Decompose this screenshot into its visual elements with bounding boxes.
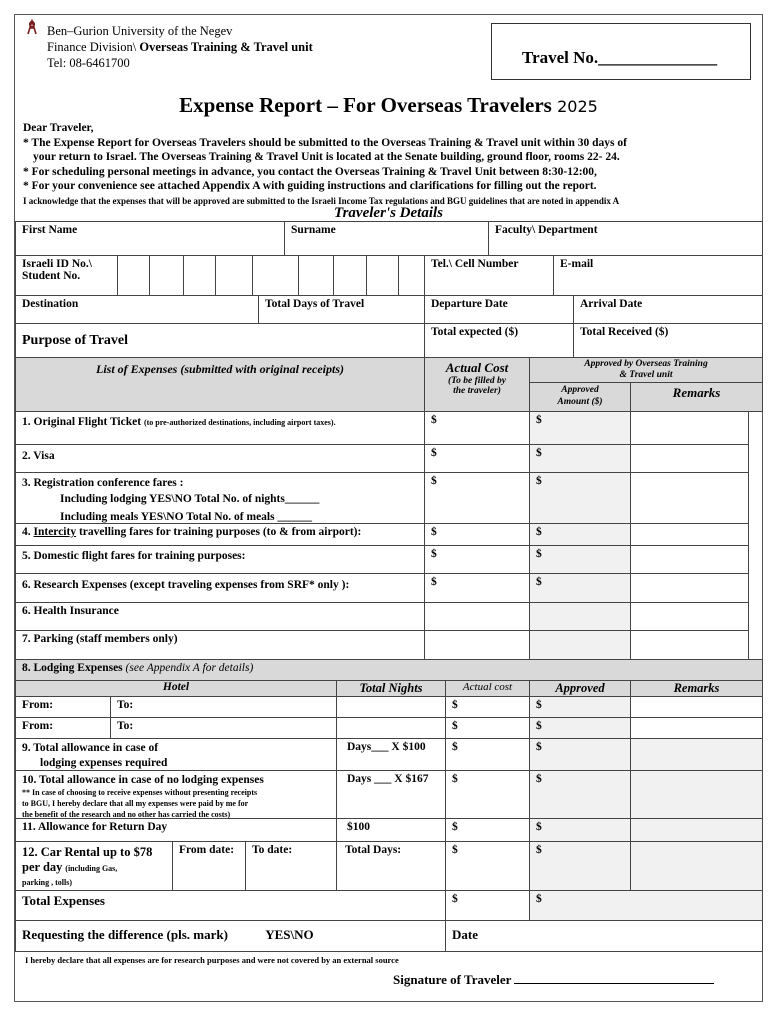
intercity-row xyxy=(15,523,425,546)
purpose-label: Purpose of Travel xyxy=(22,333,129,348)
hotel-title: Hotel xyxy=(162,681,190,693)
id-label-line1: Israeli ID No.\ xyxy=(22,258,92,270)
allowance-9-actual[interactable] xyxy=(445,738,530,771)
hotel-actual-2[interactable] xyxy=(445,717,530,739)
parking-remarks[interactable] xyxy=(630,630,749,660)
from-label: From: xyxy=(22,699,54,711)
allowance-9-days[interactable] xyxy=(336,738,446,771)
id-digit-divider xyxy=(183,255,184,296)
research-remarks[interactable] xyxy=(630,573,749,603)
total-approved[interactable] xyxy=(529,890,763,921)
currency-symbol: $ xyxy=(431,447,437,459)
actual-cost-title: Actual Cost xyxy=(445,360,509,375)
total-days-label: Total Days of Travel xyxy=(265,298,365,310)
currency-symbol: $ xyxy=(452,720,458,732)
hotel-to-1[interactable] xyxy=(110,696,337,718)
currency-symbol: $ xyxy=(536,821,542,833)
conference-meals: Including meals YES\NO Total No. of meals ______ xyxy=(60,511,312,523)
visa-remarks[interactable] xyxy=(630,444,749,473)
allowance-9-line-2: lodging expenses required xyxy=(40,757,168,769)
car-rental-note-2: parking , tolls) xyxy=(22,878,73,887)
total-actual[interactable] xyxy=(445,890,530,921)
id-digit-divider xyxy=(398,255,399,296)
health-label: 6. Health Insurance xyxy=(22,605,119,617)
conference-lodging: Including lodging YES\NO Total No. of nights______ xyxy=(60,493,320,505)
division-unit: Overseas Training & Travel unit xyxy=(139,40,313,54)
actual-cost-sub-title: Actual cost xyxy=(462,681,513,693)
travel-number-label: Travel No.______________ xyxy=(522,48,718,67)
flight-remarks[interactable] xyxy=(630,411,749,445)
flight-note: (to pre-authorized destinations, including airport taxes). xyxy=(143,418,336,427)
health-insurance-row xyxy=(15,602,425,631)
title-text: Expense Report – For Overseas Travelers xyxy=(179,93,552,117)
actual-cost-note-1: (To be filled by xyxy=(448,376,506,386)
currency-symbol: $ xyxy=(536,447,542,459)
return-day-amount xyxy=(336,818,446,842)
hotel-approved-1[interactable] xyxy=(529,696,631,718)
domestic-actual-cost[interactable] xyxy=(424,545,530,574)
car-approved[interactable] xyxy=(529,841,631,891)
arrival-date-field[interactable] xyxy=(573,295,763,324)
total-expected-label: Total expected ($) xyxy=(431,326,519,338)
remarks-title: Remarks xyxy=(672,385,721,400)
allowance-10-note-1: ** In case of choosing to receive expenses without presenting receipts xyxy=(22,788,258,797)
departure-date-field[interactable] xyxy=(424,295,574,324)
hotel-to-2[interactable] xyxy=(110,717,337,739)
currency-symbol: $ xyxy=(452,741,458,753)
allowance-10-approved[interactable] xyxy=(529,770,631,819)
research-row xyxy=(15,573,425,603)
hotel-actual-1[interactable] xyxy=(445,696,530,718)
id-digit-divider xyxy=(333,255,334,296)
parking-actual-cost[interactable] xyxy=(424,630,530,660)
actual-cost-header xyxy=(424,357,530,412)
currency-symbol: $ xyxy=(431,526,437,538)
tel-cell-label: Tel.\ Cell Number xyxy=(431,258,519,270)
allowance-lodging-row xyxy=(15,738,337,771)
currency-symbol: $ xyxy=(536,475,542,487)
intro-line-1: * The Expense Report for Overseas Travelers should be submitted to the Overseas Training & Travel unit within 30 days of xyxy=(23,136,627,149)
car-to-date[interactable] xyxy=(245,841,337,891)
currency-symbol: $ xyxy=(536,844,542,856)
allowance-10-note-3: the benefit of the research and no other has carried the costs) xyxy=(22,810,231,819)
total-expected-field[interactable] xyxy=(424,323,574,358)
flight-label: 1. Original Flight Ticket xyxy=(22,416,142,428)
destination-field[interactable] xyxy=(15,295,259,324)
signature-line xyxy=(514,973,714,984)
domestic-label: 5. Domestic flight fares for training purposes: xyxy=(22,550,246,562)
expenses-list-title: List of Expenses (submitted with original receipts) xyxy=(95,362,344,376)
allowance-10-actual[interactable] xyxy=(445,770,530,819)
university-name: Ben–Gurion University of the Negev xyxy=(47,24,233,38)
currency-symbol: $ xyxy=(452,821,458,833)
lodging-label: 8. Lodging Expenses xyxy=(22,662,126,674)
hotel-remarks-2[interactable] xyxy=(630,717,763,739)
faculty-label: Faculty\ Department xyxy=(495,224,598,236)
hotel-remarks-1[interactable] xyxy=(630,696,763,718)
intro-greeting: Dear Traveler, xyxy=(23,122,94,134)
allowance-no-lodging-row xyxy=(15,770,337,819)
email-label: E-mail xyxy=(560,258,594,270)
research-label: 6. Research Expenses (except traveling expenses from SRF* only ): xyxy=(22,579,350,591)
first-name-field[interactable] xyxy=(15,221,285,256)
currency-symbol: $ xyxy=(536,773,542,785)
intro-instructions xyxy=(23,121,627,208)
allowance-10-label: 10. Total allowance in case of no lodging expenses xyxy=(22,774,264,786)
from-label: From: xyxy=(22,720,54,732)
total-expenses-row xyxy=(15,890,446,921)
currency-symbol: $ xyxy=(452,893,458,905)
email-field[interactable] xyxy=(553,255,763,296)
car-remarks[interactable] xyxy=(630,841,763,891)
currency-symbol: $ xyxy=(536,414,542,426)
return-day-approved[interactable] xyxy=(529,818,631,842)
requesting-difference-row[interactable] xyxy=(15,920,446,952)
days-10-label: Days ___ X $167 xyxy=(347,773,429,785)
allowance-10-days[interactable] xyxy=(336,770,446,819)
conference-row xyxy=(15,472,425,524)
hotel-from-1[interactable] xyxy=(15,696,111,718)
total-days-field[interactable] xyxy=(258,295,425,324)
purpose-field[interactable] xyxy=(15,323,425,358)
id-digit-divider xyxy=(117,255,118,296)
hotel-approved-2[interactable] xyxy=(529,717,631,739)
car-rental-row xyxy=(15,841,173,891)
allowance-9-line-1: 9. Total allowance in case of xyxy=(22,742,159,754)
currency-symbol: $ xyxy=(431,475,437,487)
date-label: Date xyxy=(452,927,478,942)
currency-symbol: $ xyxy=(431,548,437,560)
allowance-10-note-2: to BGU, I hereby declare that all my expenses were paid by me for xyxy=(22,799,249,808)
faculty-field[interactable] xyxy=(488,221,763,256)
division-line xyxy=(47,39,313,55)
currency-symbol: $ xyxy=(536,893,542,905)
intercity-actual-cost[interactable] xyxy=(424,523,530,546)
intercity-approved[interactable] xyxy=(529,523,631,546)
id-number-field[interactable] xyxy=(15,255,425,296)
id-digit-divider xyxy=(366,255,367,296)
id-digit-divider xyxy=(252,255,253,296)
domestic-approved[interactable] xyxy=(529,545,631,574)
approved-by-line-1: Approved by Overseas Training xyxy=(584,359,708,369)
hotel-nights-1[interactable] xyxy=(336,696,446,718)
signature-area[interactable] xyxy=(393,972,714,988)
actual-cost-sub-header xyxy=(445,680,530,697)
cell-number-field[interactable] xyxy=(424,255,554,296)
remarks-sub-title: Remarks xyxy=(673,681,720,695)
allowance-10-remarks[interactable] xyxy=(630,770,763,819)
currency-symbol: $ xyxy=(431,576,437,588)
remarks-sub-header xyxy=(630,680,763,697)
id-digit-divider xyxy=(298,255,299,296)
expense-report-form xyxy=(14,14,763,1002)
first-name-label: First Name xyxy=(22,224,78,236)
lodging-header-row xyxy=(15,659,763,681)
lodging-note: (see Appendix A for details) xyxy=(125,662,254,674)
currency-symbol: $ xyxy=(431,414,437,426)
title-year: 2025 xyxy=(557,97,598,116)
signature-label: Signature of Traveler xyxy=(393,972,512,987)
hotel-header xyxy=(15,680,337,697)
health-remarks[interactable] xyxy=(630,602,749,631)
currency-symbol: $ xyxy=(536,548,542,560)
departure-label: Departure Date xyxy=(431,298,508,310)
currency-symbol: $ xyxy=(452,773,458,785)
date-field[interactable] xyxy=(445,920,763,952)
conference-label: 3. Registration conference fares : xyxy=(22,477,184,489)
car-actual[interactable] xyxy=(445,841,530,891)
hotel-nights-2[interactable] xyxy=(336,717,446,739)
car-total-days[interactable] xyxy=(336,841,446,891)
visa-label: 2. Visa xyxy=(22,450,55,462)
car-rental-note: (including Gas, xyxy=(65,864,118,873)
days-9-label: Days___ X $100 xyxy=(347,741,426,753)
arrival-label: Arrival Date xyxy=(580,298,643,310)
surname-label: Surname xyxy=(291,224,336,236)
return-day-row xyxy=(15,818,337,842)
total-nights-title: Total Nights xyxy=(359,681,423,695)
surname-field[interactable] xyxy=(284,221,489,256)
to-label: To: xyxy=(117,699,134,711)
currency-symbol: $ xyxy=(452,844,458,856)
flight-actual-cost[interactable] xyxy=(424,411,530,445)
to-date-label: To date: xyxy=(252,844,293,856)
id-digit-divider xyxy=(149,255,150,296)
car-rental-per-day: per day xyxy=(22,860,63,874)
allowance-9-approved[interactable] xyxy=(529,738,631,771)
parking-approved[interactable] xyxy=(529,630,631,660)
requesting-label: Requesting the difference (pls. mark) xyxy=(22,927,228,942)
health-actual-cost[interactable] xyxy=(424,602,530,631)
conference-remarks[interactable] xyxy=(630,472,749,524)
to-label: To: xyxy=(117,720,134,732)
university-logo-icon xyxy=(25,19,39,35)
destination-label: Destination xyxy=(22,298,79,310)
approved-sub-title: Approved xyxy=(555,681,605,695)
domestic-flight-row xyxy=(15,545,425,574)
intercity-remarks[interactable] xyxy=(630,523,749,546)
declaration-text: I hereby declare that all expenses are for research purposes and were not covered by an external source xyxy=(25,955,399,965)
approved-by-line-2: & Travel unit xyxy=(619,370,673,380)
total-days-car-label: Total Days: xyxy=(345,844,402,856)
intro-line-5: I acknowledge that the expenses that will be approved are submitted to the Israeli Income Tax regulations and BGU guidelines that are noted in appendix A xyxy=(23,195,620,206)
travelers-details-title: Traveler's Details xyxy=(333,205,443,221)
intercity-word: Intercity xyxy=(33,526,77,538)
intro-line-2: your return to Israel. The Overseas Training & Travel Unit is located at the Senate building, ground floor, rooms 22- 24. xyxy=(33,151,620,163)
approved-amount-line-1: Approved xyxy=(561,385,599,395)
expenses-list-header xyxy=(15,357,425,412)
hotel-from-2[interactable] xyxy=(15,717,111,739)
intercity-number: 4. xyxy=(22,526,34,538)
car-rental-line-1: 12. Car Rental up to $78 xyxy=(22,845,153,859)
flight-approved[interactable] xyxy=(529,411,631,445)
parking-label: 7. Parking (staff members only) xyxy=(22,633,178,645)
visa-approved[interactable] xyxy=(529,444,631,473)
health-approved[interactable] xyxy=(529,602,631,631)
research-approved[interactable] xyxy=(529,573,631,603)
approved-by-header xyxy=(529,357,763,383)
total-received-label: Total Received ($) xyxy=(580,326,669,338)
intro-line-4: * For your convenience see attached Appendix A with guiding instructions and clarifications for filling out the report. xyxy=(23,180,597,192)
id-digit-divider xyxy=(215,255,216,296)
return-amount-label: $100 xyxy=(347,821,370,833)
currency-symbol: $ xyxy=(452,699,458,711)
conference-actual-cost[interactable] xyxy=(424,472,530,524)
approved-amount-header xyxy=(529,382,631,412)
total-expenses-label: Total Expenses xyxy=(22,893,105,908)
approved-sub-header xyxy=(529,680,631,697)
total-nights-header xyxy=(336,680,446,697)
allowance-9-remarks[interactable] xyxy=(630,738,763,771)
research-actual-cost[interactable] xyxy=(424,573,530,603)
visa-row xyxy=(15,444,425,473)
return-day-actual[interactable] xyxy=(445,818,530,842)
phone-line: Tel: 08-6461700 xyxy=(47,56,130,70)
return-day-label: 11. Allowance for Return Day xyxy=(22,821,168,833)
currency-symbol: $ xyxy=(536,699,542,711)
domestic-remarks[interactable] xyxy=(630,545,749,574)
conference-approved[interactable] xyxy=(529,472,631,524)
division-prefix: Finance Division\ xyxy=(47,40,140,54)
requesting-yesno: YES\NO xyxy=(265,927,314,942)
currency-symbol: $ xyxy=(536,576,542,588)
id-label-line2: Student No. xyxy=(22,270,81,282)
intro-line-3: * For scheduling personal meetings in advance, you contact the Overseas Training & Travel Unit between 8:30-12:00, xyxy=(23,165,597,178)
parking-row xyxy=(15,630,425,660)
total-received-field[interactable] xyxy=(573,323,763,358)
flight-ticket-row xyxy=(15,411,425,445)
remarks-header xyxy=(630,382,763,412)
approved-amount-line-2: Amount ($) xyxy=(557,397,603,407)
actual-cost-note-2: the traveler) xyxy=(453,386,501,396)
page-title xyxy=(15,93,762,118)
car-from-date[interactable] xyxy=(172,841,246,891)
visa-actual-cost[interactable] xyxy=(424,444,530,473)
travel-number-box[interactable] xyxy=(491,23,751,80)
return-day-remarks[interactable] xyxy=(630,818,763,842)
currency-symbol: $ xyxy=(536,720,542,732)
intercity-rest: travelling fares for training purposes (to & from airport): xyxy=(76,526,362,538)
from-date-label: From date: xyxy=(179,844,235,856)
currency-symbol: $ xyxy=(536,741,542,753)
currency-symbol: $ xyxy=(536,526,542,538)
